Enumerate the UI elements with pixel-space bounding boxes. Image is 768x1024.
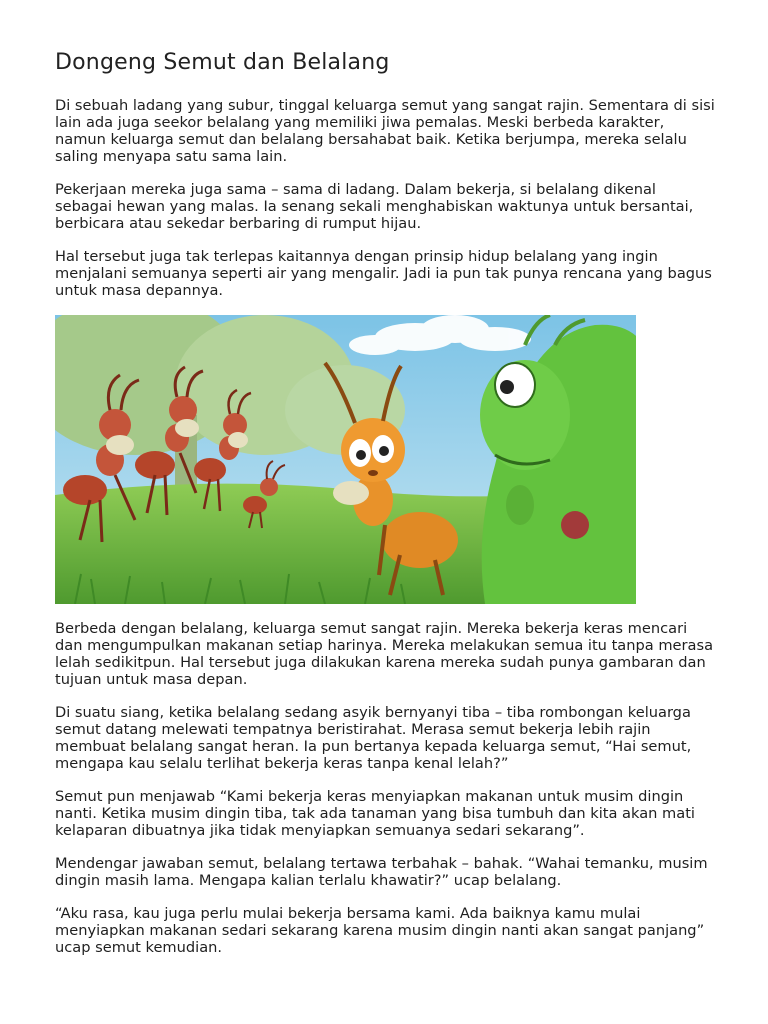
paragraph: Hal tersebut juga tak terlepas kaitannya dengan prinsip hidup belalang yang ingin menjalani semuanya seperti air yang mengalir. Jadi ia pun tak punya rencana yang bagus untuk masa depannya. [55, 248, 712, 299]
paragraph: “Aku rasa, kau juga perlu mulai bekerja bersama kami. Ada baiknya kamu mulai menyiapkan makanan sedari sekarang karena musim dingin nanti akan sangat panjang” ucap semut kemudian. [55, 905, 705, 956]
paragraph: Mendengar jawaban semut, belalang tertawa terbahak – bahak. “Wahai temanku, musim dingin masih lama. Mengapa kalian terlalu khawatir?” ucap belalang. [55, 855, 708, 889]
paragraph: Berbeda dengan belalang, keluarga semut sangat rajin. Mereka bekerja keras mencari dan mengumpulkan makanan setiap harinya. Mereka melakukan semua itu tanpa merasa lelah sedikitpun. Hal tersebut juga dilakukan karena mereka sudah punya gambaran dan tujuan untuk masa depan. [55, 620, 714, 688]
story-illustration [55, 315, 636, 604]
document-page [55, 48, 715, 972]
paragraph: Di suatu siang, ketika belalang sedang asyik bernyanyi tiba – tiba rombongan keluarga semut datang melewati tempatnya beristirahat. Merasa semut bekerja lebih rajin membuat belalang sangat heran. Ia pun bertanya kepada keluarga semut, “Hai semut, mengapa kau selalu terlihat bekerja keras tanpa kenal lelah?” [55, 704, 692, 772]
page-title: Dongeng Semut dan Belalang [55, 50, 390, 75]
paragraph: Di sebuah ladang yang subur, tinggal keluarga semut yang sangat rajin. Sementara di sisi lain ada juga seekor belalang yang memiliki jiwa pemalas. Meski berbeda karakter, namun keluarga semut dan belalang bersahabat baik. Ketika berjumpa, mereka selalu saling menyapa satu sama lain. [55, 97, 715, 165]
paragraph: Pekerjaan mereka juga sama – sama di ladang. Dalam bekerja, si belalang dikenal sebagai hewan yang malas. Ia senang sekali menghabiskan waktunya untuk bersantai, berbicara atau sekedar berbaring di rumput hijau. [55, 181, 694, 232]
paragraph: Semut pun menjawab “Kami bekerja keras menyiapkan makanan untuk musim dingin nanti. Ketika musim dingin tiba, tak ada tanaman yang bisa tumbuh dan kita akan mati kelaparan dibuatnya jika tidak menyiapkan semuanya sedari sekarang”. [55, 788, 695, 839]
